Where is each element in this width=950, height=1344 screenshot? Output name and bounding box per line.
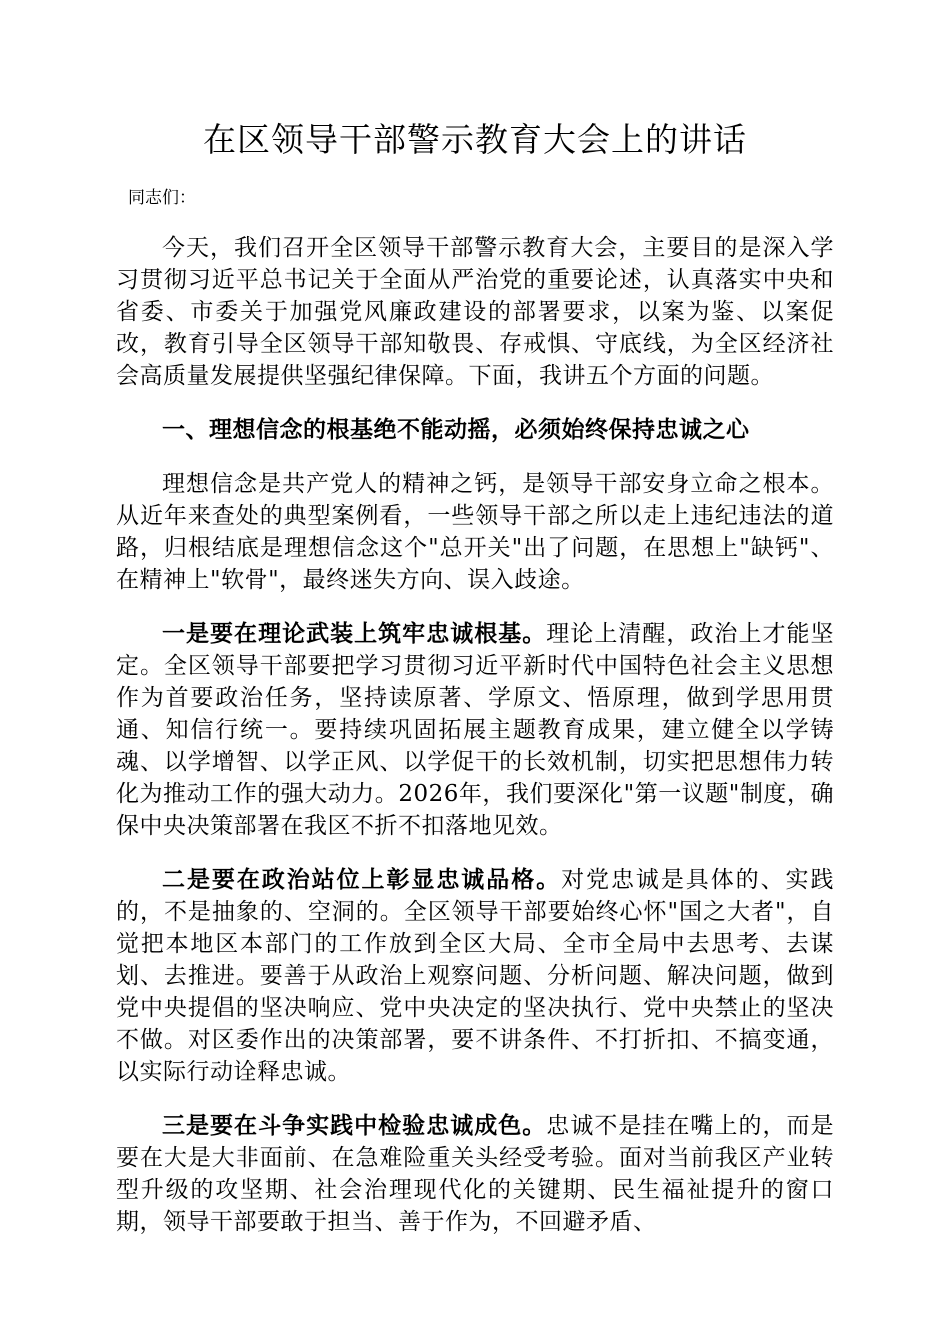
point-1-paragraph <box>116 618 834 842</box>
point-3-lead: 三是要在斗争实践中检验忠诚成色。 <box>162 1112 547 1139</box>
intro-paragraph: 今天，我们召开全区领导干部警示教育大会，主要目的是深入学习贯彻习近平总书记关于全面从严治党的重要论述，认真落实中央和省委、市委关于加强党风廉政建设的部署要求，以案为鉴、以案促改，教育引导全区领导干部知敬畏、存戒惧、守底线，为全区经济社会高质量发展提供坚强纪律保障。下面，我讲五个方面的问题。 <box>116 235 834 389</box>
document-title: 在区领导干部警示教育大会上的讲话 <box>203 120 747 159</box>
point-1-lead: 一是要在理论武装上筑牢忠诚根基。 <box>162 620 547 647</box>
section-heading-1: 一、理想信念的根基绝不能动摇，必须始终保持忠诚之心 <box>162 416 750 443</box>
point-2-lead: 二是要在政治站位上彰显忠诚品格。 <box>162 866 562 893</box>
salutation: 同志们： <box>128 188 196 208</box>
point-3-text: 忠诚不是挂在嘴上的，而是要在大是大非面前、在急难险重关头经受考验。面对当前我区产业转型升级的攻坚期、社会治理现代化的关键期、民生福祉提升的窗口期，领导干部要敢于担当、善于作为，不回避矛盾、 <box>116 1113 835 1235</box>
point-1-text: 理论上清醒，政治上才能坚定。全区领导干部要把学习贯彻习近平新时代中国特色社会主义思想作为首要政治任务，坚持读原著、学原文、悟原理，做到学思用贯通、知信行统一。要持续巩固拓展主题教育成果，建立健全以学铸魂、以学增智、以学正风、以学促干的长效机制，切实把思想伟力转化为推动工作的强大动力。2026年，我们要深化"第一议题"制度，确保中央决策部署在我区不折不扣落地见效。 <box>116 621 835 839</box>
document-body <box>116 232 834 1260</box>
point-3-paragraph <box>116 1110 834 1238</box>
section-1-paragraph: 理想信念是共产党人的精神之钙，是领导干部安身立命之根本。从近年来查处的典型案例看，一些领导干部之所以走上违纪违法的道路，归根结底是理想信念这个"总开关"出了问题，在思想上"缺钙"、在精神上"软骨"，最终迷失方向、误入歧途。 <box>116 471 834 593</box>
point-2-text: 对党忠诚是具体的、实践的，不是抽象的、空洞的。全区领导干部要始终心怀"国之大者"，自觉把本地区本部门的工作放到全区大局、全市全局中去思考、去谋划、去推进。要善于从政治上观察问题、分析问题、解决问题，做到党中央提倡的坚决响应、党中央决定的坚决执行、党中央禁止的坚决不做。对区委作出的决策部署，要不讲条件、不打折扣、不搞变通，以实际行动诠释忠诚。 <box>116 867 835 1085</box>
point-2-paragraph <box>116 864 834 1088</box>
